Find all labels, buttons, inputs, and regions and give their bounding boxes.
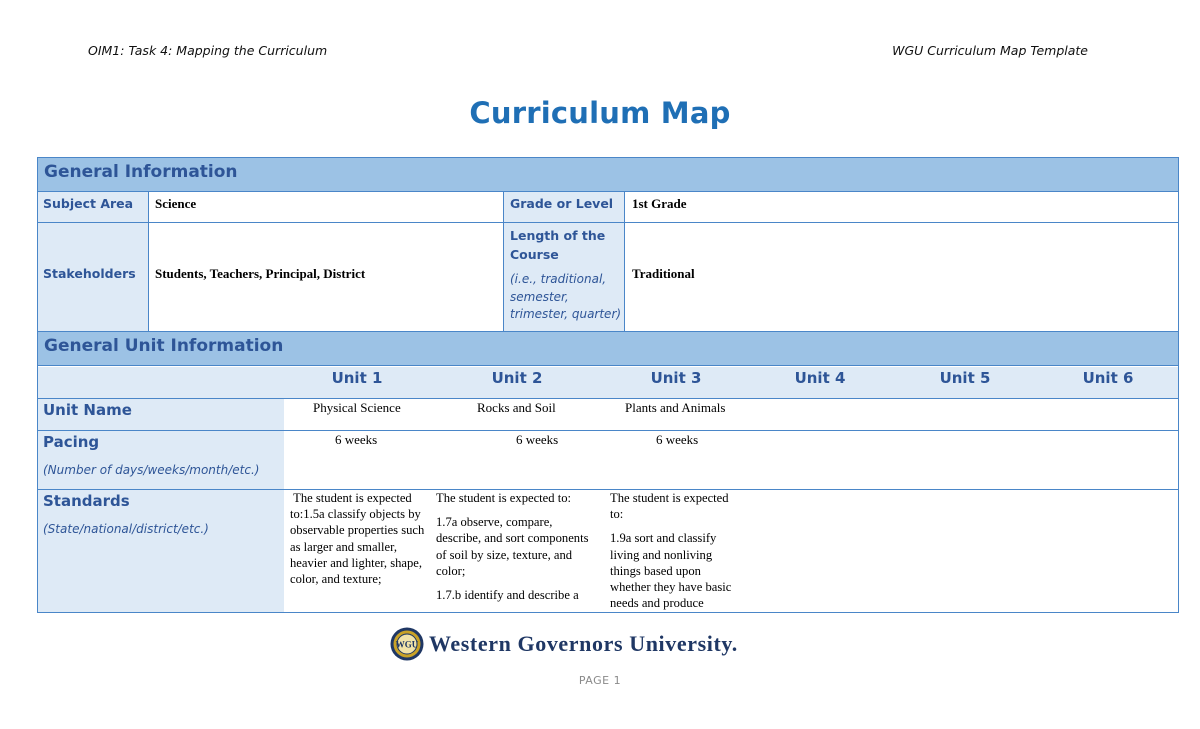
unit-6-heading: Unit 6: [1082, 369, 1134, 387]
grade-value: 1st Grade: [632, 196, 687, 211]
unit-1-heading: Unit 1: [331, 369, 383, 387]
pacing-hint: (Number of days/weeks/month/etc.): [43, 463, 260, 477]
col-divider: [148, 192, 149, 331]
unit-2-standards: [436, 490, 596, 611]
unit-5-heading: Unit 5: [939, 369, 991, 387]
wgu-seal-text: WGU: [395, 639, 419, 650]
col-divider: [624, 192, 625, 331]
unit-2-heading: Unit 2: [491, 369, 543, 387]
unit-info-title: General Unit Information: [44, 336, 284, 356]
unit-3-standards: [610, 490, 742, 619]
unit-2-standards-item: 1.7.b identify and describe a: [436, 588, 579, 603]
doc-header-left: OIM1: Task 4: Mapping the Curriculum: [88, 43, 328, 58]
general-info-header: [38, 158, 1178, 192]
wgu-logo-text: Western Governors University.: [429, 631, 738, 656]
length-label: Length of the Course: [510, 228, 606, 262]
length-value: Traditional: [632, 266, 695, 281]
grade-label: Grade or Level: [510, 196, 614, 211]
unit-1-name: Physical Science: [313, 400, 401, 415]
unit-3-heading: Unit 3: [650, 369, 702, 387]
page-title: Curriculum Map: [469, 96, 731, 130]
unit-info-header: [38, 331, 1178, 366]
standards-hint: (State/national/district/etc.): [43, 522, 209, 536]
unit-3-standards-intro: The student is expected to:: [610, 491, 729, 522]
unit-1-standards: The student is expected to:1.5a classify objects by observable properties such as larger and smaller, heavier and lighter, shape, color, and texture;: [290, 491, 428, 587]
doc-header-right: WGU Curriculum Map Template: [892, 43, 1088, 58]
page-number: PAGE 1: [578, 674, 622, 687]
length-hint: (i.e., traditional, semester, trimester, quarter): [510, 272, 622, 321]
stakeholders-label: Stakeholders: [43, 266, 136, 281]
unit-4-heading: Unit 4: [794, 369, 846, 387]
unit-name-label: Unit Name: [43, 401, 132, 419]
unit-3-name: Plants and Animals: [625, 400, 726, 415]
unit-2-standards-item: 1.7a observe, compare, describe, and sort components of soil by size, texture, and color;: [436, 515, 589, 578]
unit-3-pacing: 6 weeks: [656, 432, 699, 447]
unit-2-standards-intro: The student is expected to:: [436, 491, 571, 505]
wgu-seal-icon: [389, 626, 425, 662]
standards-label: Standards: [43, 492, 130, 510]
unit-3-standards-item: 1.9a sort and classify living and nonliving things based upon whether they have basic needs and produce: [610, 531, 732, 611]
stakeholders-value: Students, Teachers, Principal, District: [155, 266, 366, 281]
subject-area-label: Subject Area: [43, 196, 134, 211]
unit-1-pacing: 6 weeks: [335, 432, 378, 447]
unit-2-name: Rocks and Soil: [477, 400, 556, 415]
unit-2-pacing: 6 weeks: [516, 432, 559, 447]
subject-area-value: Science: [155, 196, 197, 211]
col-divider: [503, 192, 504, 331]
wgu-logo: [389, 626, 789, 662]
pacing-label: Pacing: [43, 433, 100, 451]
general-info-title: General Information: [44, 162, 238, 182]
